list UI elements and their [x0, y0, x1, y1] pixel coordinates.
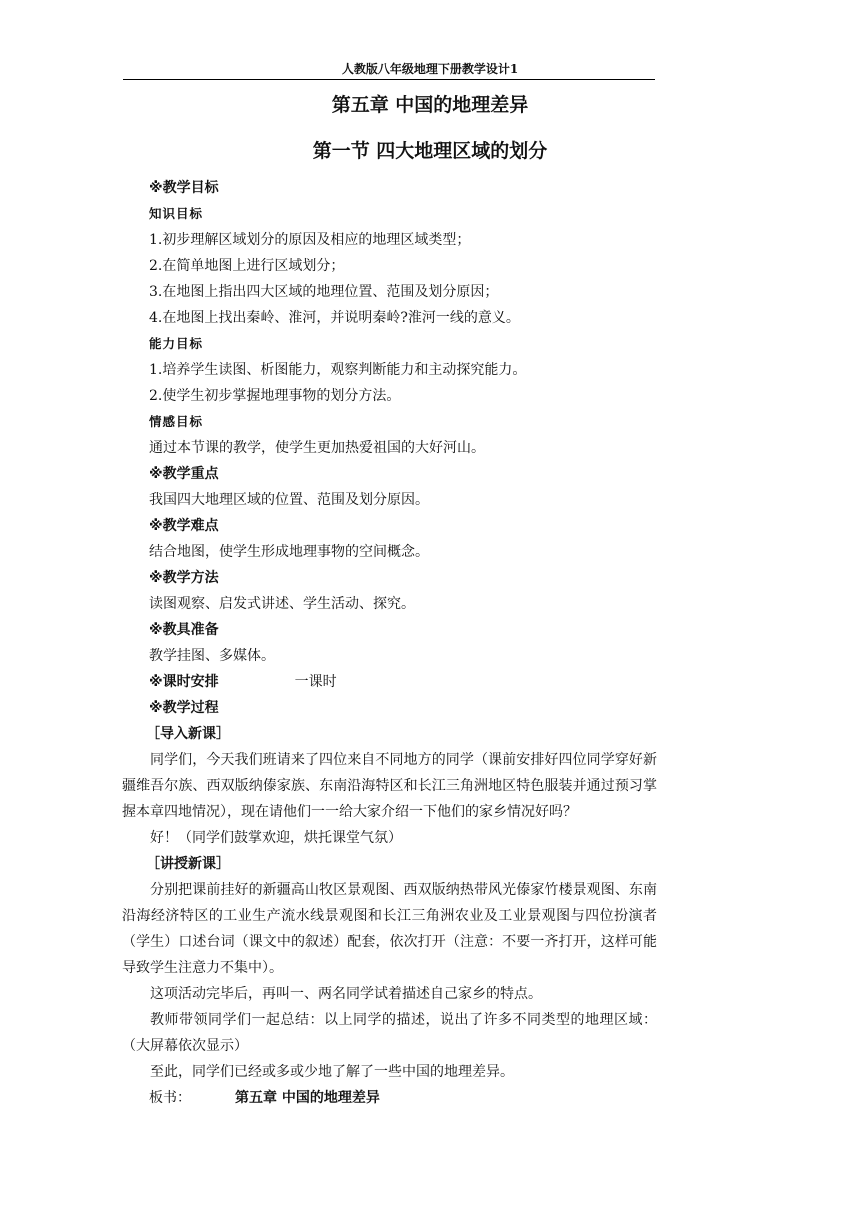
running-header: 人教版八年级地理下册教学设计1	[341, 62, 519, 76]
knowledge-item: 4.在地图上找出秦岭、淮河，并说明秦岭?淮河一线的意义。	[149, 310, 520, 326]
header-rule	[123, 79, 655, 80]
schedule-value: 一课时	[294, 674, 337, 690]
tools-text: 教学挂图、多媒体。	[149, 648, 275, 664]
difficulty-text: 结合地图，使学生形成地理事物的空间概念。	[149, 544, 429, 560]
intro-response: 好！（同学们鼓掌欢迎，烘托课堂气氛）	[150, 830, 402, 846]
process-heading: ※教学过程	[149, 700, 219, 716]
schedule-row	[149, 669, 657, 695]
intro-heading: ［导入新课］	[146, 726, 230, 742]
ability-heading: 能力目标	[149, 336, 204, 351]
tools-heading: ※教具准备	[149, 622, 219, 638]
knowledge-item: 3.在地图上指出四大区域的地理位置、范围及划分原因；	[149, 284, 499, 300]
difficulty-heading: ※教学难点	[149, 518, 219, 534]
teach-heading: ［讲授新课］	[146, 856, 230, 872]
board-label: 板书：	[149, 1090, 191, 1106]
ability-item: 2.使学生初步掌握地理事物的划分方法。	[149, 388, 401, 404]
goals-heading: ※教学目标	[149, 180, 219, 196]
teach-paragraph-1: 分别把课前挂好的新疆高山牧区景观图、西双版纳热带风光傣家竹楼景观图、东南沿海经济特区的工业生产流水线景观图和长江三角洲农业及工业景观图与四位扮演者（学生）口述台词（课文中的叙述）配套，依次打开（注意：不要一齐打开，这样可能导致学生注意力不集中）。	[122, 882, 657, 976]
board-title: 第五章 中国的地理差异	[235, 1090, 380, 1106]
teach-paragraph-2: 这项活动完毕后，再叫一、两名同学试着描述自己家乡的特点。	[150, 986, 542, 1002]
section-title: 第一节 四大地理区域的划分	[312, 140, 548, 162]
ability-item: 1.培养学生读图、析图能力，观察判断能力和主动探究能力。	[149, 362, 527, 378]
key-text: 我国四大地理区域的位置、范围及划分原因。	[149, 492, 429, 508]
teach-paragraph-3: 教师带领同学们一起总结：以上同学的描述，说出了许多不同类型的地理区域：（大屏幕依次显示）	[122, 1012, 657, 1054]
document-body	[122, 175, 657, 1111]
emotion-heading: 情感目标	[149, 414, 204, 429]
method-text: 读图观察、启发式讲述、学生活动、探究。	[149, 596, 415, 612]
board-row	[149, 1085, 657, 1111]
knowledge-item: 1.初步理解区域划分的原因及相应的地理区域类型；	[149, 232, 471, 248]
method-heading: ※教学方法	[149, 570, 219, 586]
knowledge-heading: 知识目标	[149, 206, 204, 221]
teach-paragraph-4: 至此，同学们已经或多或少地了解了一些中国的地理差异。	[150, 1064, 514, 1080]
intro-paragraph: 同学们，今天我们班请来了四位来自不同地方的同学（课前安排好四位同学穿好新疆维吾尔族、西双版纳傣家族、东南沿海特区和长江三角洲地区特色服装并通过预习掌握本章四地情况），现在请他们一一给大家介绍一下他们的家乡情况好吗？	[122, 752, 657, 820]
chapter-title: 第五章 中国的地理差异	[331, 94, 529, 116]
knowledge-item: 2.在简单地图上进行区域划分；	[149, 258, 345, 274]
schedule-heading: ※课时安排	[149, 674, 219, 690]
key-heading: ※教学重点	[149, 466, 219, 482]
emotion-text: 通过本节课的教学，使学生更加热爱祖国的大好河山。	[149, 440, 485, 456]
